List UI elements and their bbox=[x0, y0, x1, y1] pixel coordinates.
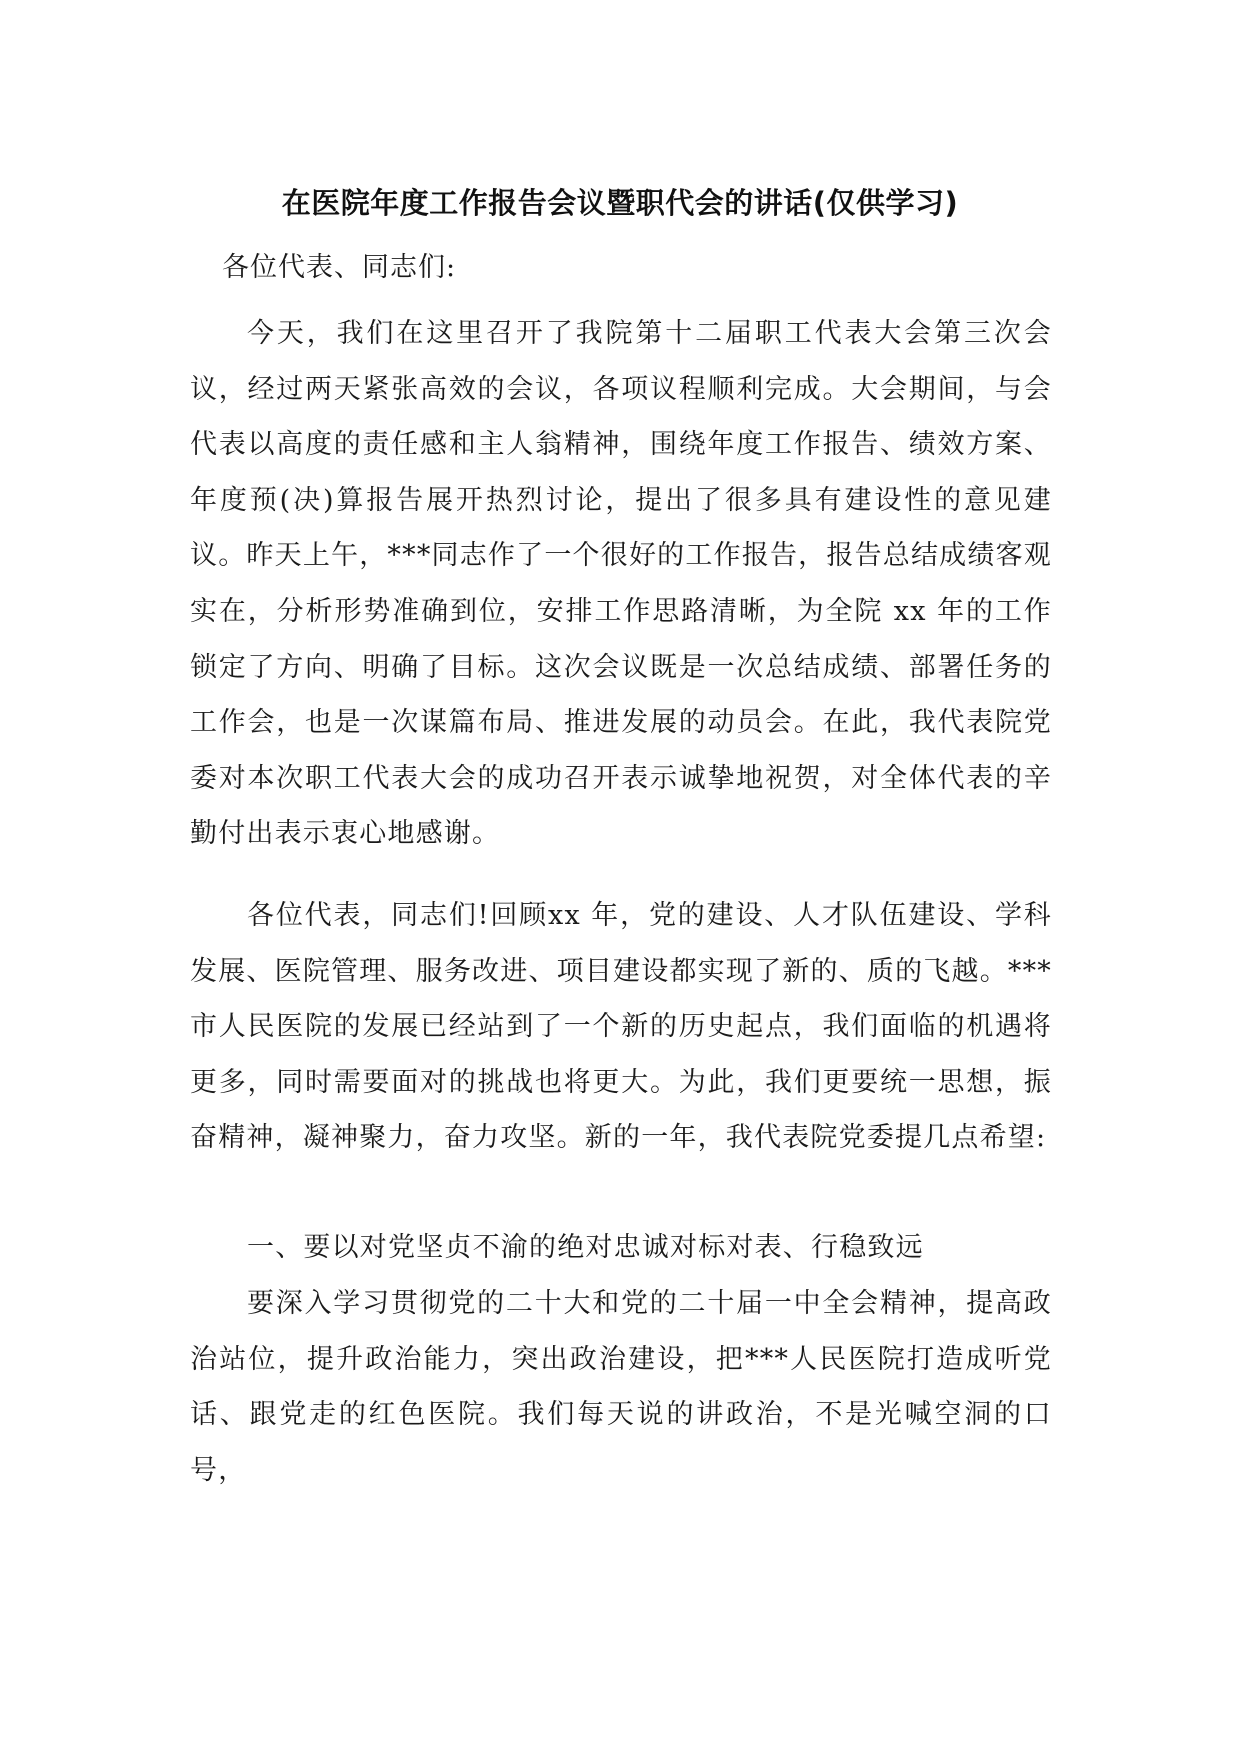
body-paragraph: 今天，我们在这里召开了我院第十二届职工代表大会第三次会议，经过两天紧张高效的会议，各项议程顺利完成。大会期间，与会代表以高度的责任感和主人翁精神，围绕年度工作报告、绩效方案、年度预(决)算报告展开热烈讨论，提出了很多具有建设性的意见建议。昨天上午，***同志作了一个很好的工作报告，报告总结成绩客观实在，分析形势准确到位，安排工作思路清晰，为全院 xx 年的工作锁定了方向、明确了目标。这次会议既是一次总结成绩、部署任务的工作会，也是一次谋篇布局、推进发展的动员会。在此，我代表院党委对本次职工代表大会的成功召开表示诚挚地祝贺，对全体代表的辛勤付出表示衷心地感谢。 bbox=[190, 318, 1052, 850]
salutation: 各位代表、同志们: bbox=[222, 252, 457, 283]
document-title: 在医院年度工作报告会议暨职代会的讲话(仅供学习) bbox=[281, 186, 959, 220]
body-paragraph: 各位代表，同志们!回顾xx 年，党的建设、人才队伍建设、学科发展、医院管理、服务改进、项目建设都实现了新的、质的飞越。***市人民医院的发展已经站到了一个新的历史起点，我们面临的机遇将更多，同时需要面对的挑战也将更大。为此，我们更要统一思想，振奋精神，凝神聚力，奋力攻坚。新的一年，我代表院党委提几点希望: bbox=[190, 900, 1052, 1154]
body-paragraph: 要深入学习贯彻党的二十大和党的二十届一中全会精神，提高政治站位，提升政治能力，突出政治建设，把***人民医院打造成听党话、跟党走的红色医院。我们每天说的讲政治，不是光喊空洞的口号， bbox=[190, 1288, 1052, 1486]
section-heading: 一、要以对党坚贞不渝的绝对忠诚对标对表、行稳致远 bbox=[247, 1232, 924, 1263]
